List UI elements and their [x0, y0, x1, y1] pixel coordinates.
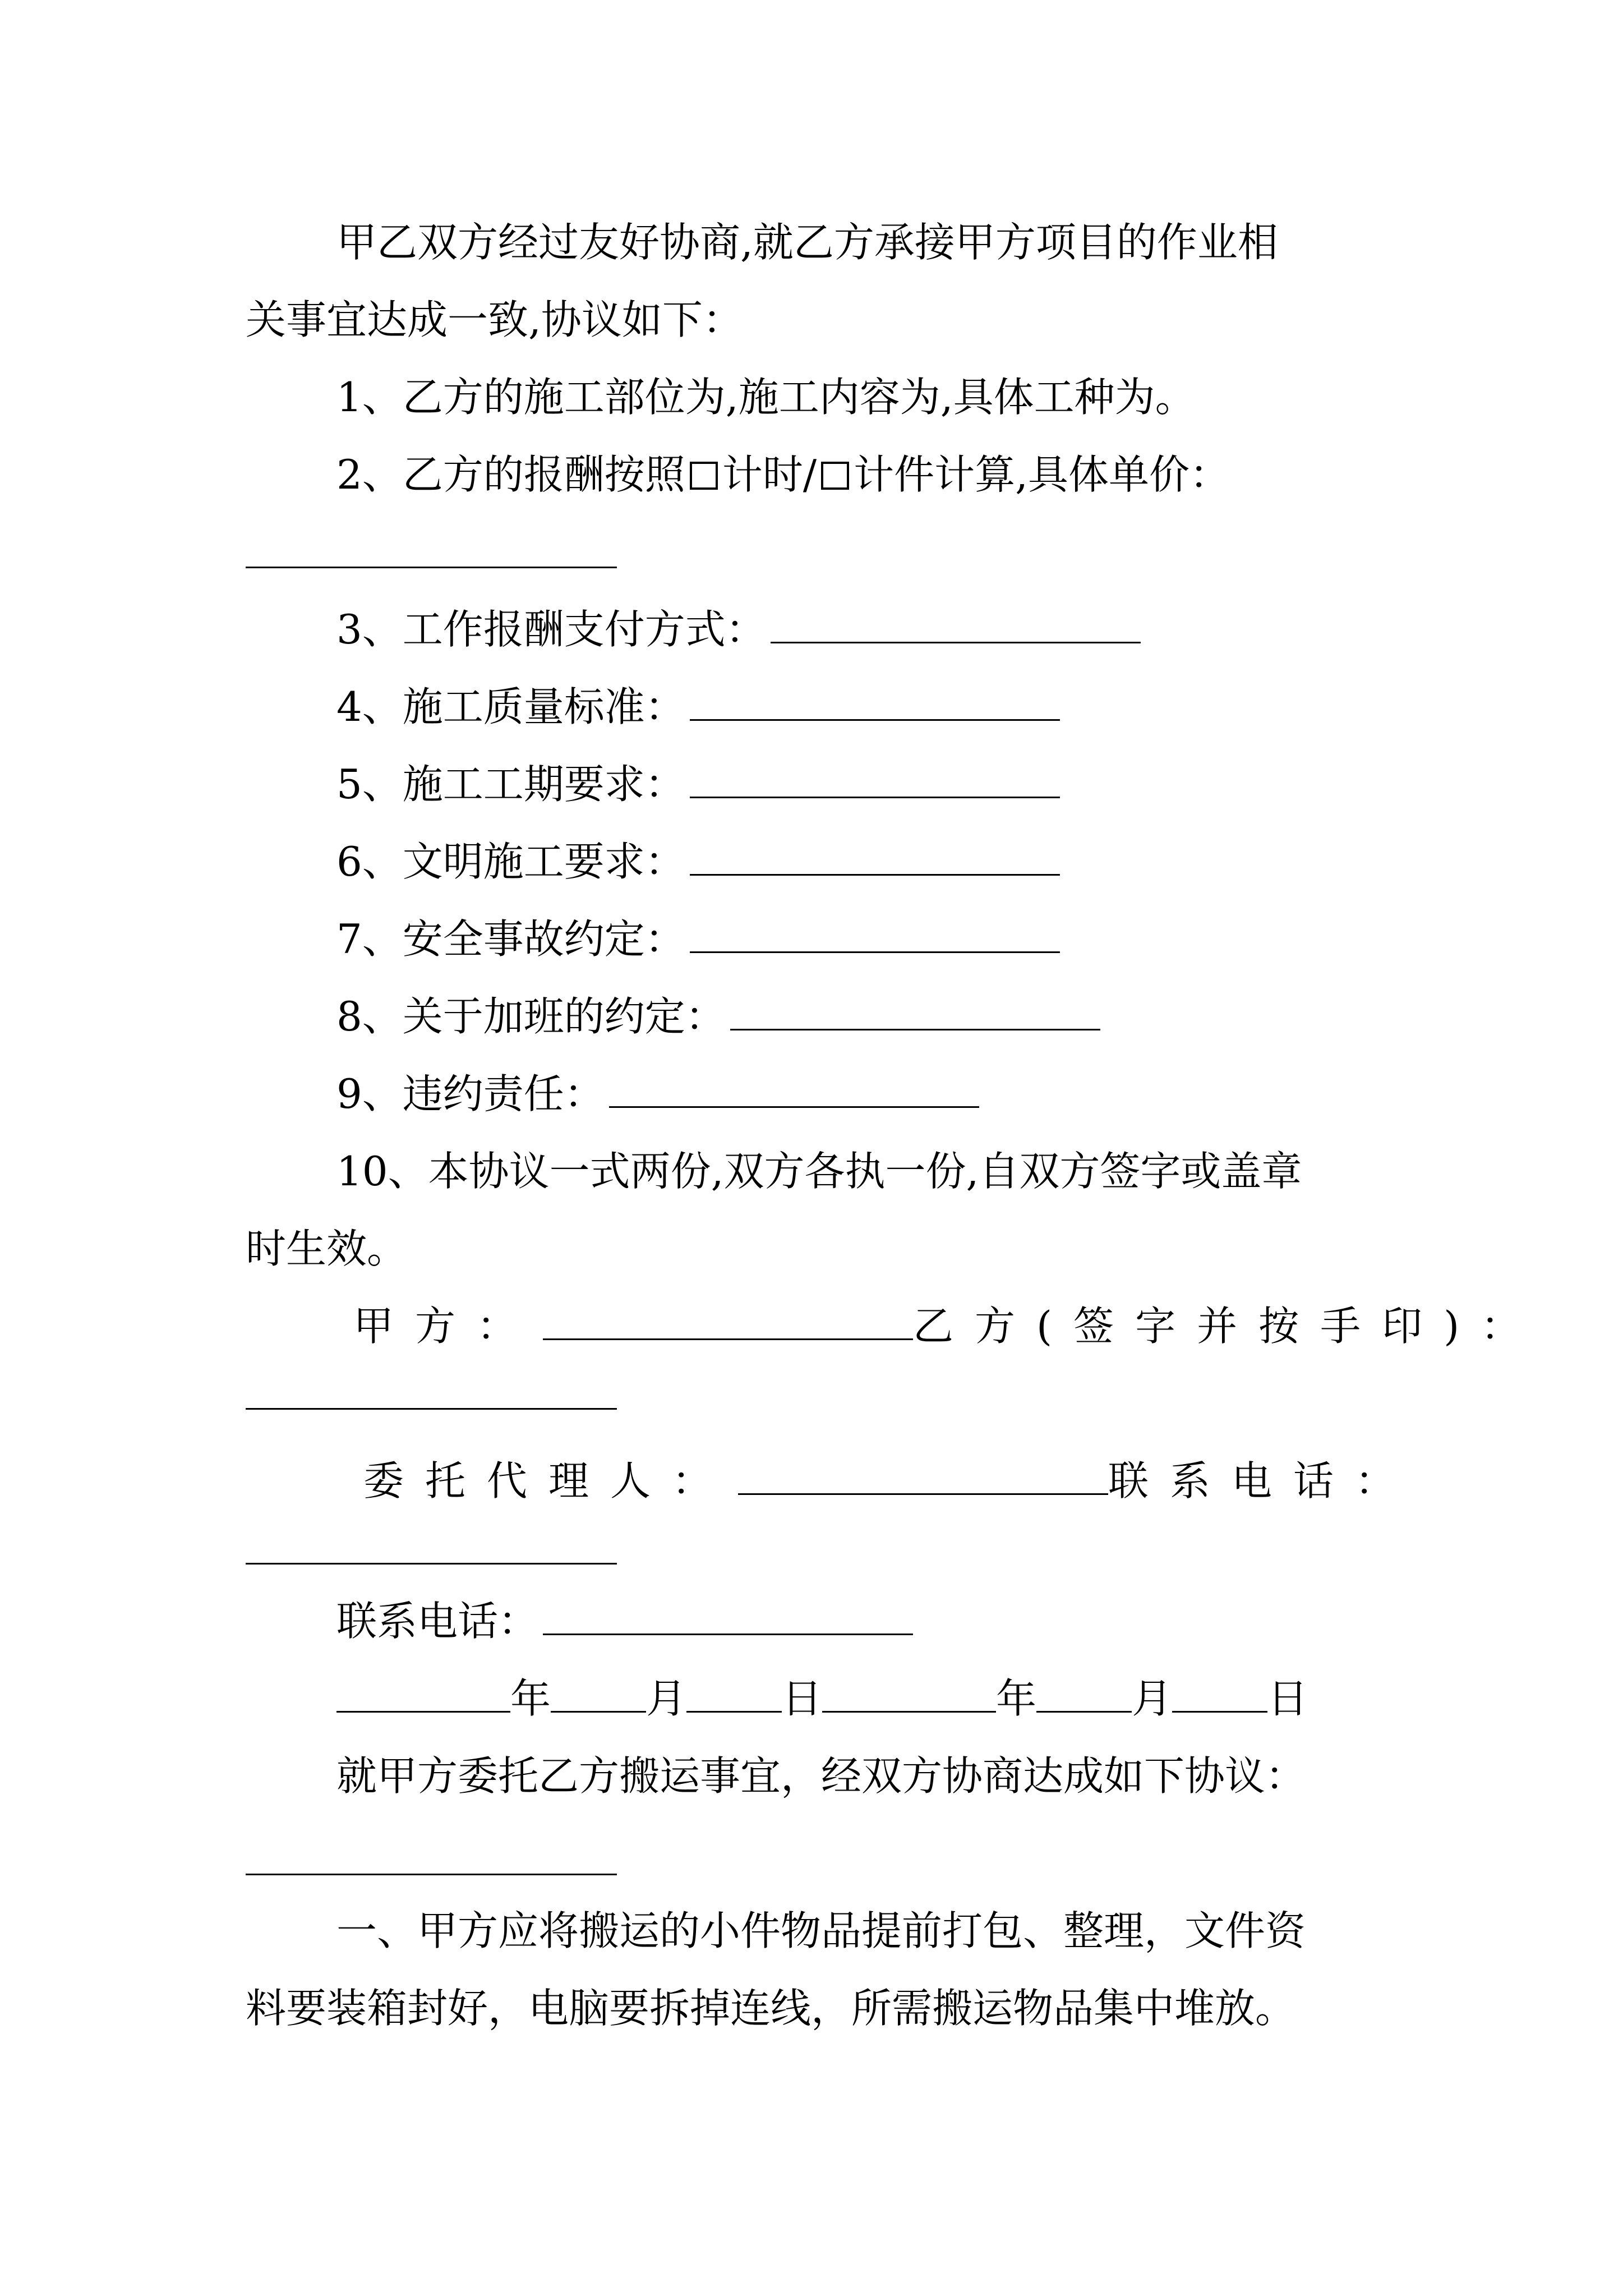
date-b-month-label: 月	[1132, 1675, 1173, 1722]
moving-agreement-blank[interactable]	[246, 1874, 617, 1875]
clause-5	[336, 756, 1060, 812]
party-a-signature-blank[interactable]	[543, 1304, 913, 1340]
clause-8-label: 8、关于加班的约定：	[336, 993, 726, 1040]
date-b-month-blank[interactable]	[1036, 1676, 1132, 1713]
party-b-signature-blank[interactable]	[246, 1408, 617, 1410]
date-a-year-blank[interactable]	[336, 1676, 510, 1713]
signature-row	[353, 1298, 1542, 1354]
clause-10-line-2: 时生效。	[246, 1225, 408, 1272]
clause-3-label: 3、工作报酬支付方式：	[336, 606, 766, 653]
moving-item-1-line-1: 一、甲方应将搬运的小件物品提前打包、整理，文件资	[336, 1907, 1306, 1954]
clause-8	[336, 988, 1100, 1045]
moving-intro: 就甲方委托乙方搬运事宜，经双方协商达成如下协议：	[336, 1752, 1306, 1800]
clause-5-label: 5、施工工期要求：	[336, 761, 685, 808]
agent-row	[363, 1453, 1417, 1509]
clause-9	[336, 1066, 979, 1122]
party-a-phone-blank[interactable]	[543, 1599, 913, 1635]
party-b-phone-blank[interactable]	[246, 1563, 617, 1565]
date-b-day-label: 日	[1267, 1675, 1308, 1722]
intro-line-2: 关事宜达成一致,协议如下：	[246, 296, 743, 343]
date-row	[336, 1671, 1308, 1727]
agent-blank[interactable]	[738, 1458, 1108, 1495]
clause-2-prefix: 2、乙方的报酬按照	[336, 451, 685, 498]
clause-2-option-2: 计件计算,具体单价：	[854, 451, 1230, 498]
unit-price-blank[interactable]	[246, 567, 617, 568]
civilized-construction-blank[interactable]	[690, 839, 1060, 876]
date-a-month-blank[interactable]	[551, 1676, 646, 1713]
clause-4-label: 4、施工质量标准：	[336, 683, 685, 730]
schedule-blank[interactable]	[690, 762, 1060, 798]
overtime-blank[interactable]	[730, 994, 1100, 1030]
phone-row	[336, 1593, 913, 1649]
agent-label: 委托代理人：	[363, 1457, 734, 1504]
clause-6-label: 6、文明施工要求：	[336, 838, 685, 885]
date-b-year-blank[interactable]	[822, 1676, 996, 1713]
payment-method-blank[interactable]	[771, 607, 1141, 643]
party-a-label: 甲方：	[353, 1303, 539, 1350]
date-b-year-label: 年	[996, 1675, 1037, 1722]
clause-10-line-1: 10、本协议一式两份,双方各执一份,自双方签字或盖章	[336, 1148, 1302, 1195]
clause-9-label: 9、违约责任：	[336, 1070, 605, 1117]
clause-2	[336, 447, 1230, 503]
piecework-checkbox[interactable]	[821, 462, 849, 490]
date-a-year-label: 年	[510, 1675, 551, 1722]
clause-1: 1、乙方的施工部位为,施工内容为,具体工种为。	[336, 374, 1196, 421]
clause-3	[336, 601, 1141, 657]
date-a-month-label: 月	[646, 1675, 687, 1722]
clause-7	[336, 911, 1060, 967]
clause-4	[336, 679, 1060, 735]
clause-7-label: 7、安全事故约定：	[336, 915, 685, 963]
hourly-checkbox[interactable]	[690, 462, 718, 490]
breach-liability-blank[interactable]	[609, 1071, 979, 1108]
phone-label: 联系电话：	[1108, 1457, 1417, 1504]
quality-standard-blank[interactable]	[690, 684, 1060, 721]
clause-2-option-1: 计时/	[722, 451, 817, 498]
date-b-day-blank[interactable]	[1172, 1676, 1267, 1713]
date-a-day-label: 日	[782, 1675, 823, 1722]
intro-line-1: 甲乙双方经过友好协商,就乙方承接甲方项目的作业相	[336, 219, 1278, 266]
clause-6	[336, 834, 1060, 890]
date-a-day-blank[interactable]	[686, 1676, 782, 1713]
moving-item-1-line-2: 料要装箱封好，电脑要拆掉连线，所需搬运物品集中堆放。	[246, 1985, 1296, 2032]
phone-label-2: 联系电话：	[336, 1598, 539, 1645]
party-b-label: 乙方(签字并按手印)：	[913, 1303, 1543, 1350]
safety-accident-blank[interactable]	[690, 917, 1060, 953]
